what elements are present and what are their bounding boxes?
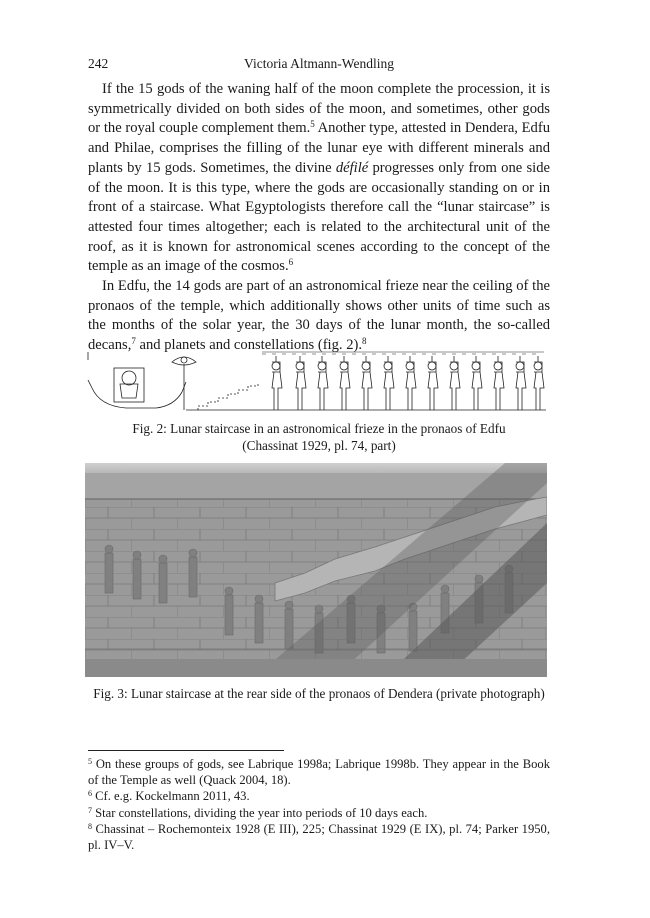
footnote: $^8$ Chassinat – Rochemonteix 1928 (E III), 225; Chassinat 1929 (E IX), pl. 74; Parker 1950, pl. IV–V. [88, 821, 550, 853]
paragraph: In Edfu, the 14 gods are part of an astronomical frieze near the ceiling of the pronaos of the temple, which additionally shows other units of time such as the months of the solar year, the 30 days of the lunar month, the so-called decans,$^7$ and planets and constellations (fig. 2).$^8$ [88, 278, 550, 354]
body-text [88, 80, 550, 356]
footnote: $^6$ Cf. e.g. Kockelmann 2011, 43. [88, 789, 250, 804]
figure-2-caption [88, 420, 550, 454]
running-header [88, 56, 550, 74]
footnote-marker: 5 [310, 119, 315, 130]
footnote-number: 5 [88, 757, 92, 766]
footnote-number: 7 [88, 805, 92, 815]
footnote-number: 8 [88, 821, 92, 831]
footnote-rule [88, 750, 284, 751]
procession-gods [272, 356, 544, 410]
footnote-number: 6 [88, 789, 92, 799]
italic-term: défilé [335, 159, 369, 176]
running-title: Victoria Altmann-Wendling [244, 56, 394, 71]
figure-2-drawing [86, 348, 546, 416]
footnote: $^5$ On these groups of gods, see Labrique 1998a; Labrique 1998b. They appear in the Book of the Temple as well (Quack 2004, 18). [88, 757, 550, 788]
footnote-marker: 7 [131, 336, 136, 347]
figure-3-photograph [85, 463, 547, 677]
figure-3-caption: Fig. 3: Lunar staircase at the rear side of the pronaos of Dendera (private photograph) [93, 686, 545, 701]
footnote-marker: 8 [362, 336, 367, 347]
footnotes [88, 756, 550, 853]
caption-line: Fig. 2: Lunar staircase in an astronomical frieze in the pronaos of Edfu [132, 421, 506, 436]
footnote: $^7$ Star constellations, dividing the year into periods of 10 days each. [88, 805, 428, 820]
page-number: 242 [88, 56, 109, 71]
paragraph: If the 15 gods of the waning half of the moon complete the procession, it is symmetrically divided on both sides of the moon, and sometimes, other gods or the royal couple complement them.$^5$ Another type, attested in Dendera, Edfu and Philae, comprises the filling of the lunar eye with different minerals and plants by 15 gods. Sometimes, the divine défilé progresses only from one side of the moon. It is this type, where the gods are occasionally standing on or in front of a staircase. What Egyptologists therefore call the “lunar staircase” is attested four times altogether; each is related to the architectural unit of the roof, as it is known for astronomical scenes according to the concept of the temple as an image of the cosmos.$^6$ [88, 81, 551, 275]
hieroglyph-band [262, 352, 544, 354]
staircase [198, 382, 258, 410]
caption-line: (Chassinat 1929, pl. 74, part) [242, 438, 396, 453]
footnote-marker: 6 [288, 257, 294, 268]
